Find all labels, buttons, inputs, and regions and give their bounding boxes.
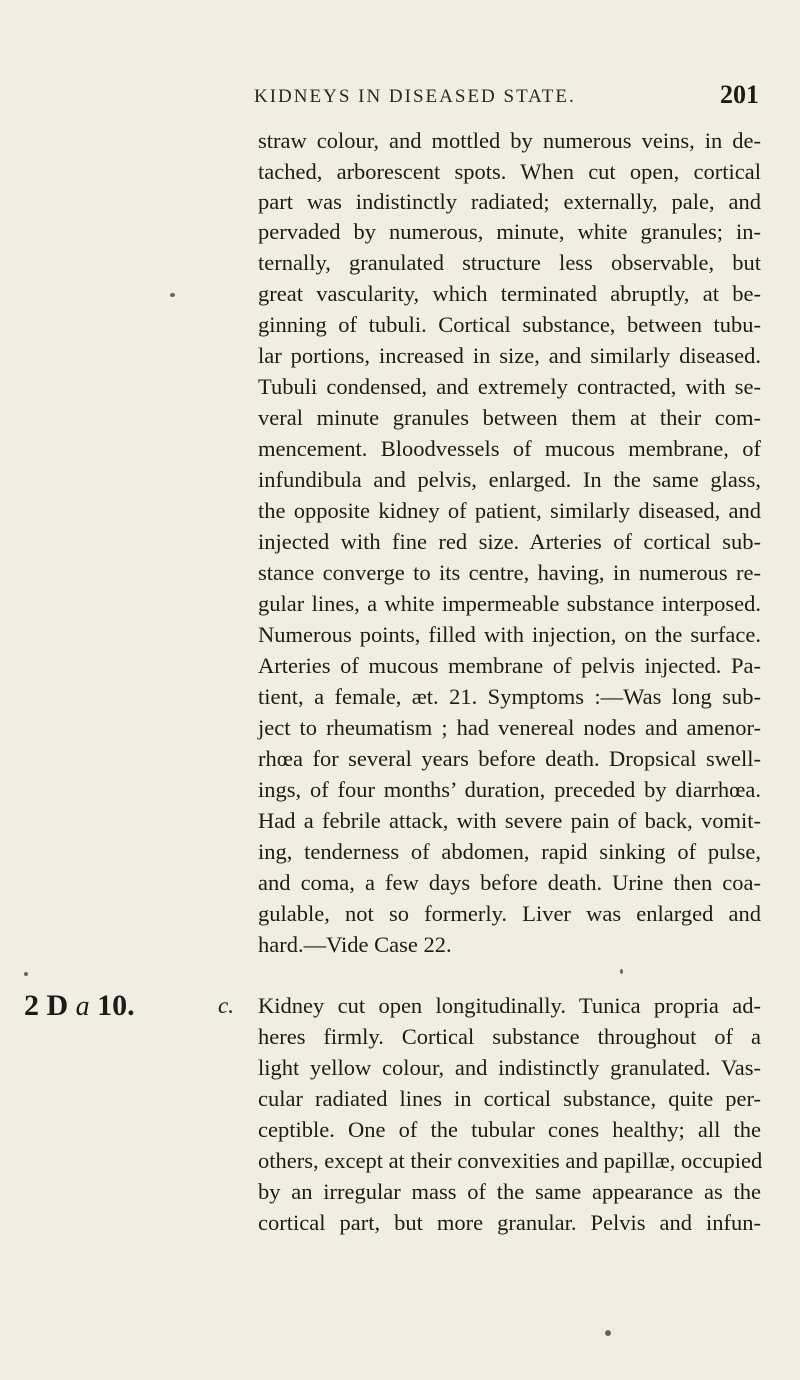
- text-line: ject to rheumatism ; had venereal nodes and amenor-: [258, 715, 761, 740]
- specimen-letter: c.: [218, 993, 234, 1018]
- text-line: hard.—Vide Case 22.: [258, 932, 452, 957]
- text-line: ing, tenderness of abdomen, rapid sinking of pulse,: [258, 839, 761, 864]
- text-line: Tubuli condensed, and extremely contracted, with se-: [258, 374, 761, 399]
- text-line: gulable, not so formerly. Liver was enlarged and: [258, 901, 761, 926]
- text-line: great vascularity, which terminated abruptly, at be-: [258, 281, 761, 306]
- text-line: cular radiated lines in cortical substance, quite per-: [258, 1086, 761, 1111]
- text-line: Had a febrile attack, with severe pain of back, vomit-: [258, 808, 761, 833]
- text-line: Kidney cut open longitudinally. Tunica propria ad-: [258, 993, 761, 1018]
- text-line: mencement. Bloodvessels of mucous membrane, of: [258, 436, 761, 461]
- text-line: rhœa for several years before death. Dropsical swell-: [258, 746, 761, 771]
- specimen-number: 2 D: [24, 989, 69, 1022]
- text-line: tached, arborescent spots. When cut open, cortical: [258, 159, 761, 184]
- text-line: infundibula and pelvis, enlarged. In the same glass,: [258, 467, 761, 492]
- text-line: ceptible. One of the tubular cones healthy; all the: [258, 1117, 761, 1142]
- paper-speck: [605, 1330, 611, 1336]
- specimen-count: 10.: [97, 989, 135, 1022]
- running-head: KIDNEYS IN DISEASED STATE.: [254, 86, 576, 107]
- text-line: light yellow colour, and indistinctly granulated. Vas-: [258, 1055, 761, 1080]
- text-line: heres firmly. Cortical substance throughout of a: [258, 1024, 761, 1049]
- text-line: lar portions, increased in size, and similarly diseased.: [258, 343, 761, 368]
- text-line: others, except at their convexities and papillæ, occupied: [258, 1148, 763, 1173]
- text-line: gular lines, a white impermeable substance interposed.: [258, 591, 761, 616]
- paper-speck: [24, 972, 28, 976]
- text-line: Arteries of mucous membrane of pelvis injected. Pa-: [258, 653, 761, 678]
- text-line: stance converge to its centre, having, in numerous re-: [258, 560, 761, 585]
- page-number: 201: [720, 80, 759, 109]
- text-line: by an irregular mass of the same appearance as the: [258, 1179, 761, 1204]
- specimen-mark: [24, 989, 135, 1023]
- text-line: and coma, a few days before death. Urine then coa-: [258, 870, 761, 895]
- text-line: ings, of four months’ duration, preceded by diarrhœa.: [258, 777, 761, 802]
- text-line: pervaded by numerous, minute, white granules; in-: [258, 219, 761, 244]
- paper-speck: [170, 293, 175, 297]
- text-line: part was indistinctly radiated; externally, pale, and: [258, 189, 761, 214]
- text-line: cortical part, but more granular. Pelvis and infun-: [258, 1210, 761, 1235]
- paper-speck: [620, 969, 623, 974]
- specimen-sub: a: [75, 991, 90, 1022]
- text-line: Numerous points, filled with injection, on the surface.: [258, 622, 761, 647]
- text-line: straw colour, and mottled by numerous veins, in de-: [258, 128, 761, 153]
- text-line: veral minute granules between them at their com-: [258, 405, 761, 430]
- text-line: ternally, granulated structure less observable, but: [258, 250, 761, 275]
- text-line: injected with fine red size. Arteries of cortical sub-: [258, 529, 761, 554]
- text-line: the opposite kidney of patient, similarly diseased, and: [258, 498, 761, 523]
- text-line: ginning of tubuli. Cortical substance, between tubu-: [258, 312, 761, 337]
- text-line: tient, a female, æt. 21. Symptoms :—Was long sub-: [258, 684, 761, 709]
